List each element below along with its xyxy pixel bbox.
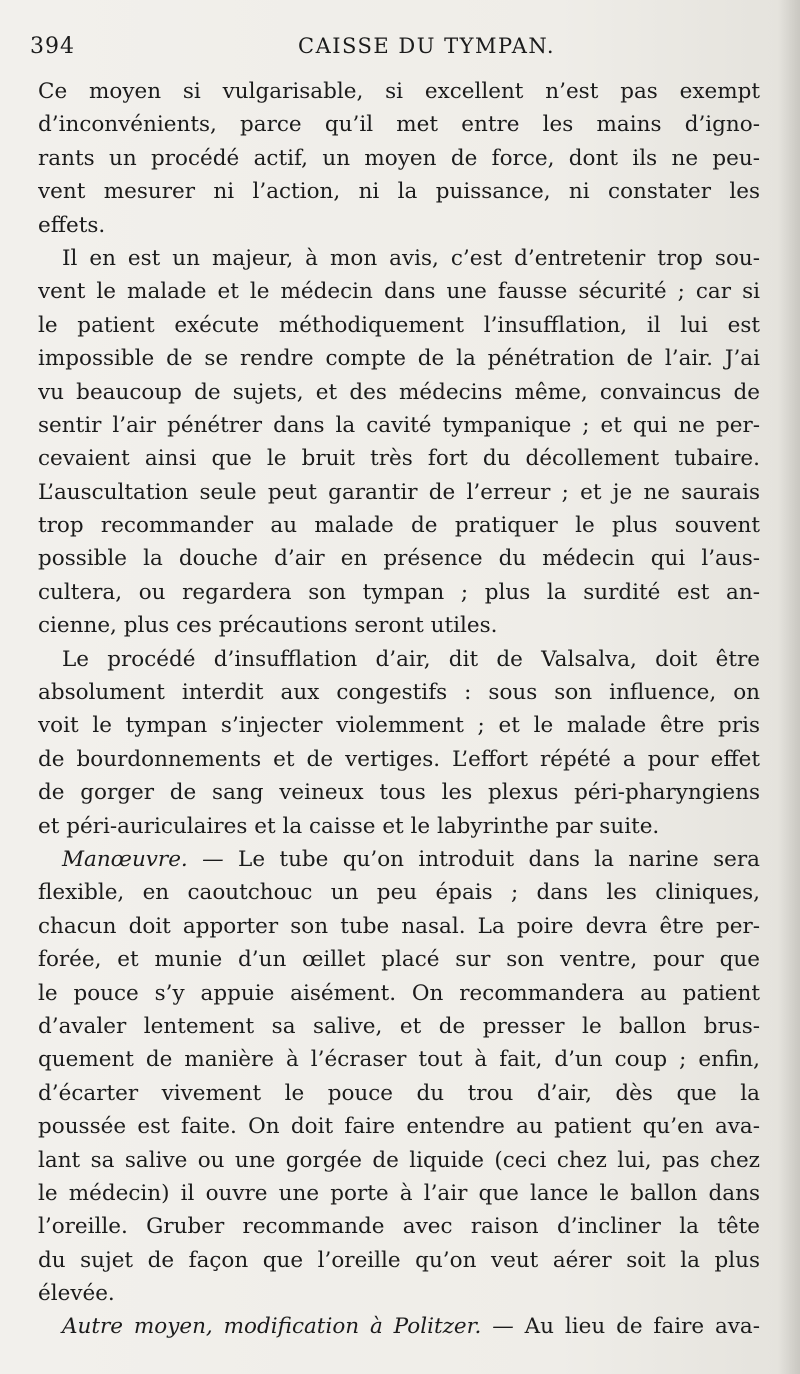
text-line: l’oreille. Gruber recommande avec raison d’incliner la tête [38,1214,760,1240]
text-line: de gorger de sang veineux tous les plexus péri-pharyngiens [38,780,760,806]
text-line: absolument interdit aux congestifs : sous son influence, on [38,680,760,706]
text-line: quement de manière à l’écraser tout à fait, d’un coup ; enfin, [38,1047,760,1073]
text-line [38,843,760,876]
text-line: rants un procédé actif, un moyen de force, dont ils ne peu- [38,145,760,171]
text-line: cevaient ainsi que le bruit très fort du décollement tubaire. [38,446,760,472]
text-line: élevée. [38,1281,115,1307]
text-line: et péri-auriculaires et la caisse et le labyrinthe par suite. [38,813,660,839]
text-line [38,1310,760,1343]
text-line: lant sa salive ou une gorgée de liquide (ceci chez lui, pas chez [38,1147,760,1173]
text-line: d’écarter vivement le pouce du trou d’air, dès que la [38,1080,760,1106]
text-line: poussée est faite. On doit faire entendre au patient qu’en ava- [38,1114,760,1140]
text-line: Il en est un majeur, à mon avis, c’est d’entretenir trop sou- [62,245,760,271]
text-line: Ce moyen si vulgarisable, si excellent n’est pas exempt [38,79,760,104]
page-edge-shadow [778,0,800,1374]
text-line: le médecin) il ouvre une porte à l’air que lance le ballon dans [38,1180,760,1206]
text-line: L’auscultation seule peut garantir de l’erreur ; et je ne saurais [38,479,760,505]
italic-lead-autre-moyen: Autre moyen, modification à Politzer. — [62,1314,514,1340]
text-line: voit le tympan s’injecter violemment ; et le malade être pris [38,713,760,739]
text-line: vent mesurer ni l’action, ni la puissance, ni constater les [38,179,760,205]
text-line: Le procédé d’insufflation d’air, dit de Valsalva, doit être [62,646,760,672]
text-line: sentir l’air pénétrer dans la cavité tympanique ; et qui ne per- [38,412,760,438]
text-line: possible la douche d’air en présence du médecin qui l’aus- [38,546,760,572]
text-line-rest: Au lieu de faire ava- [524,1314,760,1340]
text-line: le pouce s’y appuie aisément. On recommandera au patient [38,980,760,1006]
text-line-rest: Le tube qu’on introduit dans la narine sera [238,846,760,872]
running-title: CAISSE DU TYMPAN. [298,34,556,58]
text-line: forée, et munie d’un œillet placé sur son ventre, pour que [38,947,760,973]
text-line: chacun doit apporter son tube nasal. La poire devra être per- [38,913,760,939]
page-header [30,30,770,70]
text-line: trop recommander au malade de pratiquer le plus souvent [38,513,760,539]
text-line: d’avaler lentement sa salive, et de presser le ballon brus- [38,1013,760,1039]
text-line: vu beaucoup de sujets, et des médecins même, convaincus de [38,379,760,405]
text-line: vent le malade et le médecin dans une fausse sécurité ; car si [38,279,760,305]
text-line: impossible de se rendre compte de la pénétration de l’air. J’ai [38,346,760,372]
text-line: le patient exécute méthodiquement l’insufflation, il lui est [38,312,760,338]
text-line: cienne, plus ces précautions seront utiles. [38,613,498,639]
text-line: du sujet de façon que l’oreille qu’on veut aérer soit la plus [38,1247,760,1273]
italic-lead-manoeuvre: Manœuvre. — [62,846,224,872]
text-line: d’inconvénients, parce qu’il met entre les mains d’igno- [38,112,760,138]
page-number: 394 [30,34,75,59]
body-text [38,75,760,1344]
text-line: cultera, ou regardera son tympan ; plus la surdité est an- [38,579,760,605]
text-line: de bourdonnements et de vertiges. L’effort répété a pour effet [38,746,760,772]
text-line: flexible, en caoutchouc un peu épais ; dans les cliniques, [38,880,760,906]
text-line: effets. [38,212,106,238]
